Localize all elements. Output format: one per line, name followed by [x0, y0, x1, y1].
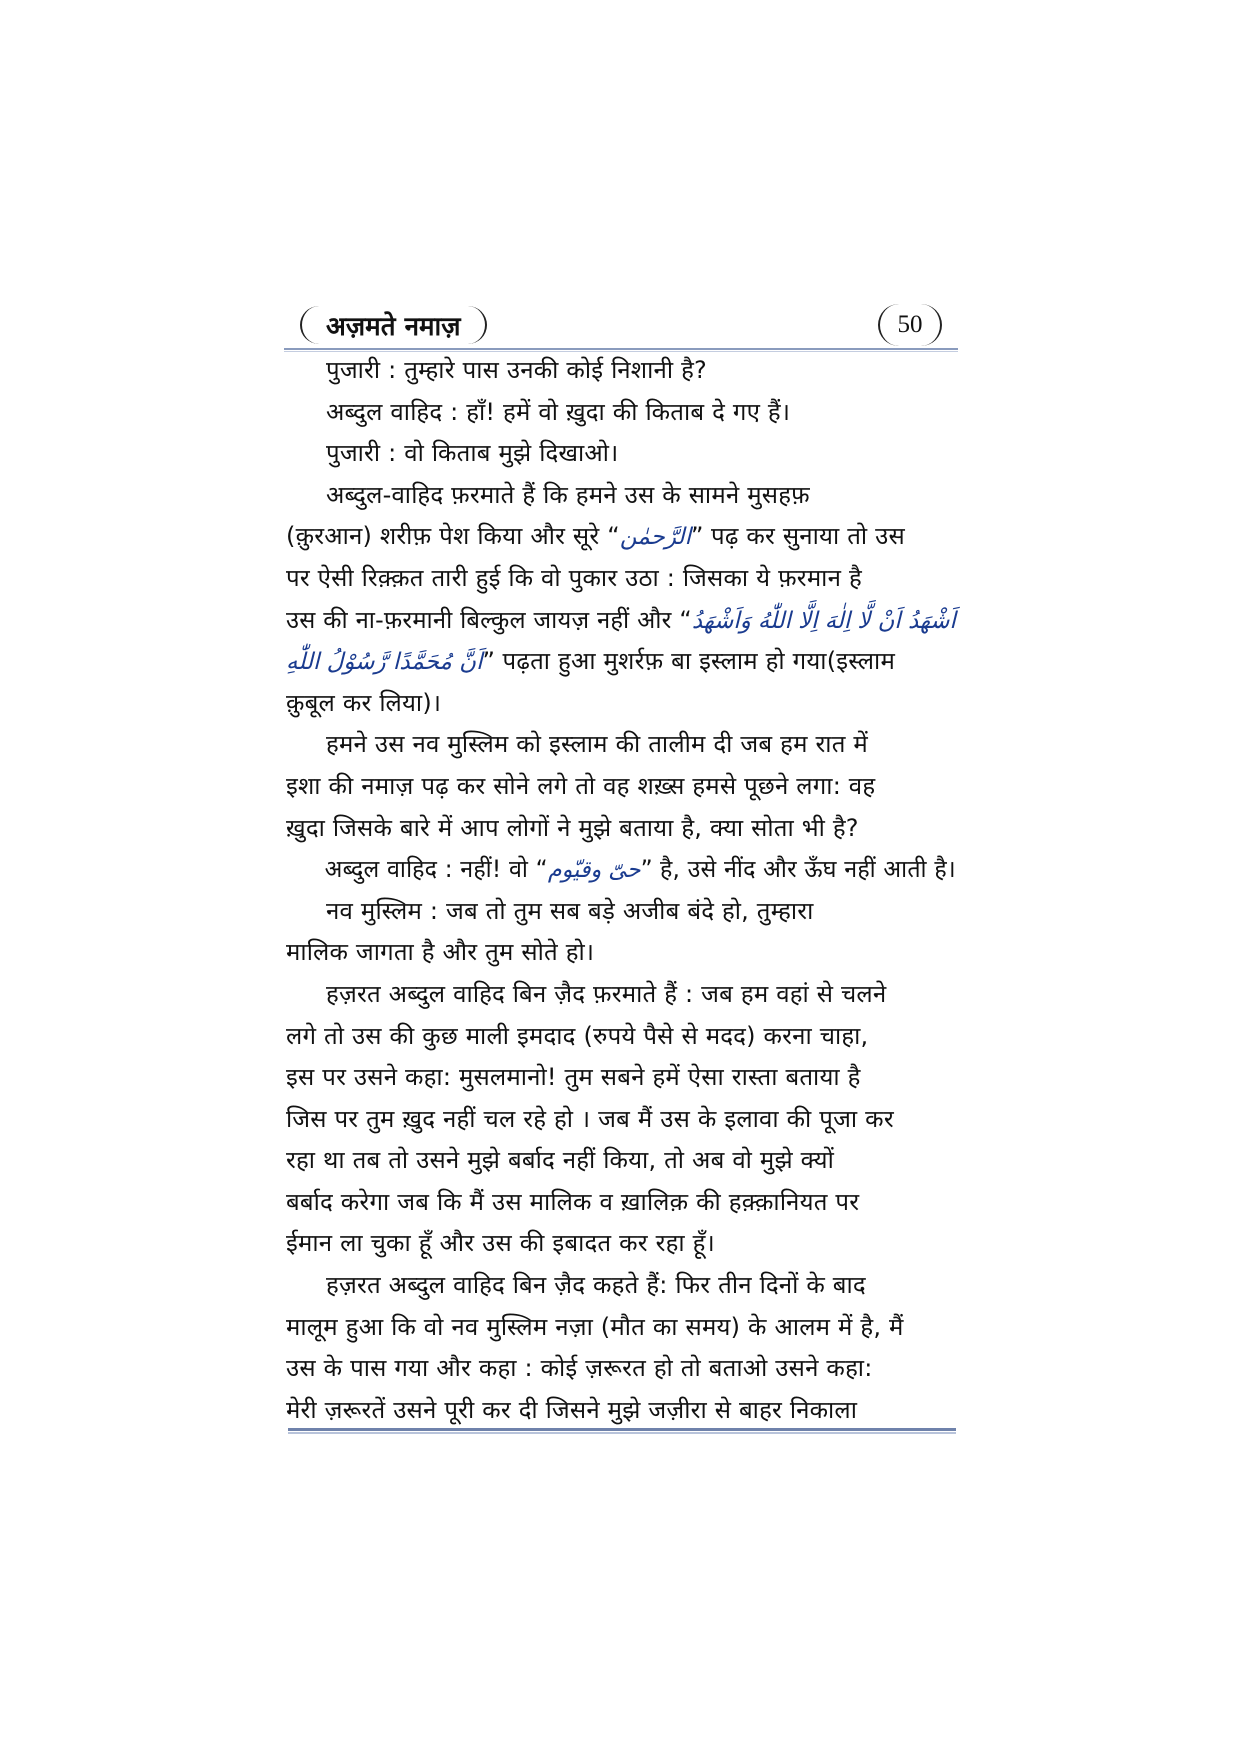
text-line	[286, 849, 956, 891]
text-line: पुजारी : तुम्हारे पास उनकी कोई निशानी है?	[326, 356, 707, 384]
page-number-text: 50	[897, 311, 923, 338]
text-line: बर्बाद करेगा जब कि मैं उस मालिक व ख़ालिक़ की हक़्क़ानियत पर	[286, 1187, 860, 1216]
text-line: क़ुबूल कर लिया)।	[286, 688, 442, 717]
text-line	[286, 641, 956, 683]
text-segment: ” है, उसे नींद और ऊँघ नहीं आती है।	[640, 855, 956, 884]
arabic-phrase: الرَّحمٰن	[619, 524, 691, 551]
text-line: रहा था तब तो उसने मुझे बर्बाद नहीं किया, तो अब वो मुझे क्यों	[286, 1146, 835, 1175]
text-line: पर ऐसी रिक़्क़त तारी हुई कि वो पुकार उठा : जिसका ये फ़रमान है	[286, 563, 862, 592]
text-segment: ” पढ़ कर सुनाया तो उस	[690, 522, 905, 551]
book-title-text: अज़मते नमाज़	[326, 312, 461, 342]
text-line: अब्दुल-वाहिद फ़रमाते हैं कि हमने उस के सामने मुसहफ़	[326, 480, 810, 509]
text-line: मालिक जागता है और तुम सोते हो।	[286, 938, 595, 967]
text-segment: (क़ुरआन) शरीफ़ पेश किया और सूरे “	[286, 522, 620, 551]
text-line: हज़रत अब्दुल वाहिद बिन ज़ैद फ़रमाते हैं : जब हम वहां से चलने	[326, 979, 887, 1008]
text-line: अब्दुल वाहिद : हाँ! हमें वो ख़ुदा की किताब दे गए हैं।	[326, 397, 791, 426]
book-title	[300, 306, 487, 344]
text-line: इशा की नमाज़ पढ़ कर सोने लगे तो वह शख़्स हमसे पूछने लगा: वह	[286, 771, 876, 800]
text-line: मेरी ज़रूरतें उसने पूरी कर दी जिसने मुझे जज़ीरा से बाहर निकाला	[286, 1395, 858, 1424]
text-line: लगे तो उस की कुछ माली इमदाद (रुपये पैसे से मदद) करना चाहा,	[286, 1021, 869, 1050]
arabic-phrase: اَشْهَدُ اَنْ لَّا اِلٰهَ اِلَّا اللّٰهُ وَاَشْهَدُ	[691, 607, 956, 634]
text-segment: अब्दुल वाहिद : नहीं! वो “	[324, 855, 548, 884]
text-line: नव मुस्लिम : जब तो तुम सब बड़े अजीब बंदे हो, तुम्हारा	[326, 896, 814, 925]
page-number	[878, 304, 942, 346]
text-line: पुजारी : वो किताब मुझे दिखाओ।	[326, 439, 619, 468]
text-line: जिस पर तुम ख़ुद नहीं चल रहे हो । जब मैं उस के इलावा की पूजा कर	[286, 1104, 894, 1133]
text-segment: उस की ना-फ़रमानी बिल्कुल जायज़ नहीं और “	[286, 605, 692, 634]
text-line	[286, 600, 956, 642]
text-segment: ” पढ़ता हुआ मुशर्रफ़ बा इस्लाम हो गया(इस्लाम	[482, 647, 896, 676]
text-line: उस के पास गया और कहा : कोई ज़रूरत हो तो बताओ उसने कहा:	[286, 1354, 873, 1383]
text-line: हज़रत अब्दुल वाहिद बिन ज़ैद कहते हैं: फिर तीन दिनों के बाद	[326, 1271, 866, 1300]
page-header	[284, 302, 958, 352]
text-line: हमने उस नव मुस्लिम को इस्लाम की तालीम दी जब हम रात में	[326, 730, 868, 759]
text-line	[286, 516, 956, 558]
text-line: ख़ुदा जिसके बारे में आप लोगों ने मुझे बताया है, क्या सोता भी है?	[286, 813, 859, 842]
text-line: ईमान ला चुका हूँ और उस की इबादत कर रहा हूँ।	[286, 1229, 715, 1258]
body-text	[286, 350, 956, 1431]
footer-rule	[288, 1428, 956, 1434]
arabic-phrase: حیّ وقیّوم	[547, 857, 641, 884]
text-line: इस पर उसने कहा: मुसलमानो! तुम सबने हमें ऐसा रास्ता बताया है	[286, 1063, 861, 1092]
arabic-phrase: اَنَّ مُحَمَّدًا رَّسُوْلُ اللّٰهِ	[286, 649, 483, 676]
text-line: मालूम हुआ कि वो नव मुस्लिम नज़ा (मौत का समय) के आलम में है, मैं	[286, 1312, 904, 1341]
